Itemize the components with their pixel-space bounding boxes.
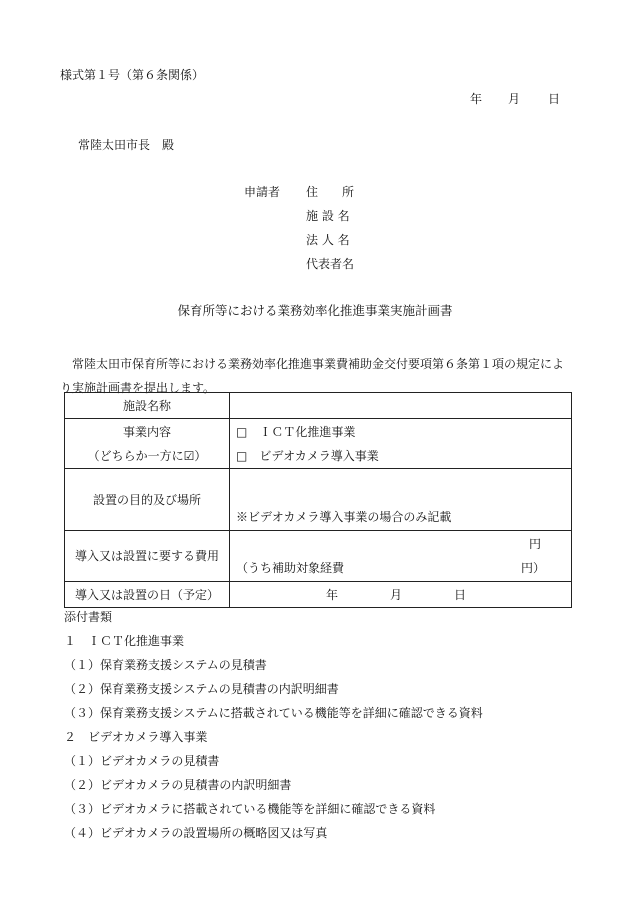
- cost-value-cell[interactable]: [230, 531, 572, 582]
- cost-subsidy-unit: 円）: [520, 561, 545, 575]
- plan-table: [64, 392, 572, 608]
- applicant-label: 申請者: [244, 185, 281, 199]
- addressee: 常陸太田市長 殿: [78, 138, 175, 152]
- applicant-representative-label: 代表者名: [306, 257, 355, 271]
- applicant-address-label: 住 所: [306, 185, 355, 199]
- business-content-label-cell: [65, 419, 230, 469]
- attachment-item: （１）保育業務支援システムの見積書: [64, 658, 267, 672]
- row-cost: [65, 531, 572, 582]
- business-content-sublabel: （どちらか一方に☑）: [87, 448, 207, 463]
- attachment-item: （４）ビデオカメラの設置場所の概略図又は写真: [64, 826, 328, 840]
- row-business-content: [65, 419, 572, 469]
- attachment-item: （３）ビデオカメラに搭載されている機能等を詳細に確認できる資料: [64, 802, 436, 816]
- option-video-camera[interactable]: □ ビデオカメラ導入事業: [236, 448, 379, 463]
- purpose-value-cell[interactable]: [230, 469, 572, 531]
- applicant-facility-label: 施 設 名: [306, 209, 350, 223]
- row-date: [65, 582, 572, 608]
- facility-name-value[interactable]: [230, 393, 572, 419]
- date-value-cell[interactable]: [230, 582, 572, 608]
- business-content-label: 事業内容: [122, 424, 171, 439]
- attachments-heading: 添付書類: [64, 610, 113, 624]
- document-title: 保育所等における業務効率化推進事業実施計画書: [177, 303, 453, 318]
- attachment-item: （２）ビデオカメラの見積書の内訳明細書: [64, 778, 292, 792]
- business-content-options: [230, 419, 572, 469]
- attachment-item: （１）ビデオカメラの見積書: [64, 754, 220, 768]
- install-day-label: 日: [454, 587, 467, 602]
- cost-unit: 円: [528, 537, 541, 551]
- option-ict[interactable]: □ ＩＣＴ化推進事業: [236, 424, 356, 439]
- install-year-label: 年: [326, 587, 339, 602]
- row-purpose: [65, 469, 572, 531]
- date-month-label: 月: [508, 92, 521, 106]
- applicant-corporation-label: 法 人 名: [306, 233, 350, 247]
- date-year-label: 年: [470, 92, 483, 106]
- purpose-note: ※ビデオカメラ導入事業の場合のみ記載: [236, 510, 452, 524]
- cost-subsidy-label: （うち補助対象経費: [236, 561, 345, 575]
- attachment-group-title: １ ＩＣＴ化推進事業: [64, 634, 185, 648]
- install-month-label: 月: [390, 587, 403, 602]
- date-label: 導入又は設置の日（予定）: [65, 582, 230, 608]
- date-day-label: 日: [548, 92, 561, 106]
- form-number: 様式第１号（第６条関係）: [60, 68, 205, 82]
- attachment-item: （３）保育業務支援システムに搭載されている機能等を詳細に確認できる資料: [64, 706, 483, 720]
- attachment-item: （２）保育業務支援システムの見積書の内訳明細書: [64, 682, 339, 696]
- attachment-group-title: ２ ビデオカメラ導入事業: [64, 730, 208, 744]
- purpose-label: 設置の目的及び場所: [65, 469, 230, 531]
- cost-label: 導入又は設置に要する費用: [65, 531, 230, 582]
- body-paragraph: 常陸太田市保育所等における業務効率化推進事業費補助金交付要項第６条第１項の規定により実施計画書を提出します。: [60, 357, 565, 395]
- facility-name-label: 施設名称: [65, 393, 230, 419]
- row-facility-name: [65, 393, 572, 419]
